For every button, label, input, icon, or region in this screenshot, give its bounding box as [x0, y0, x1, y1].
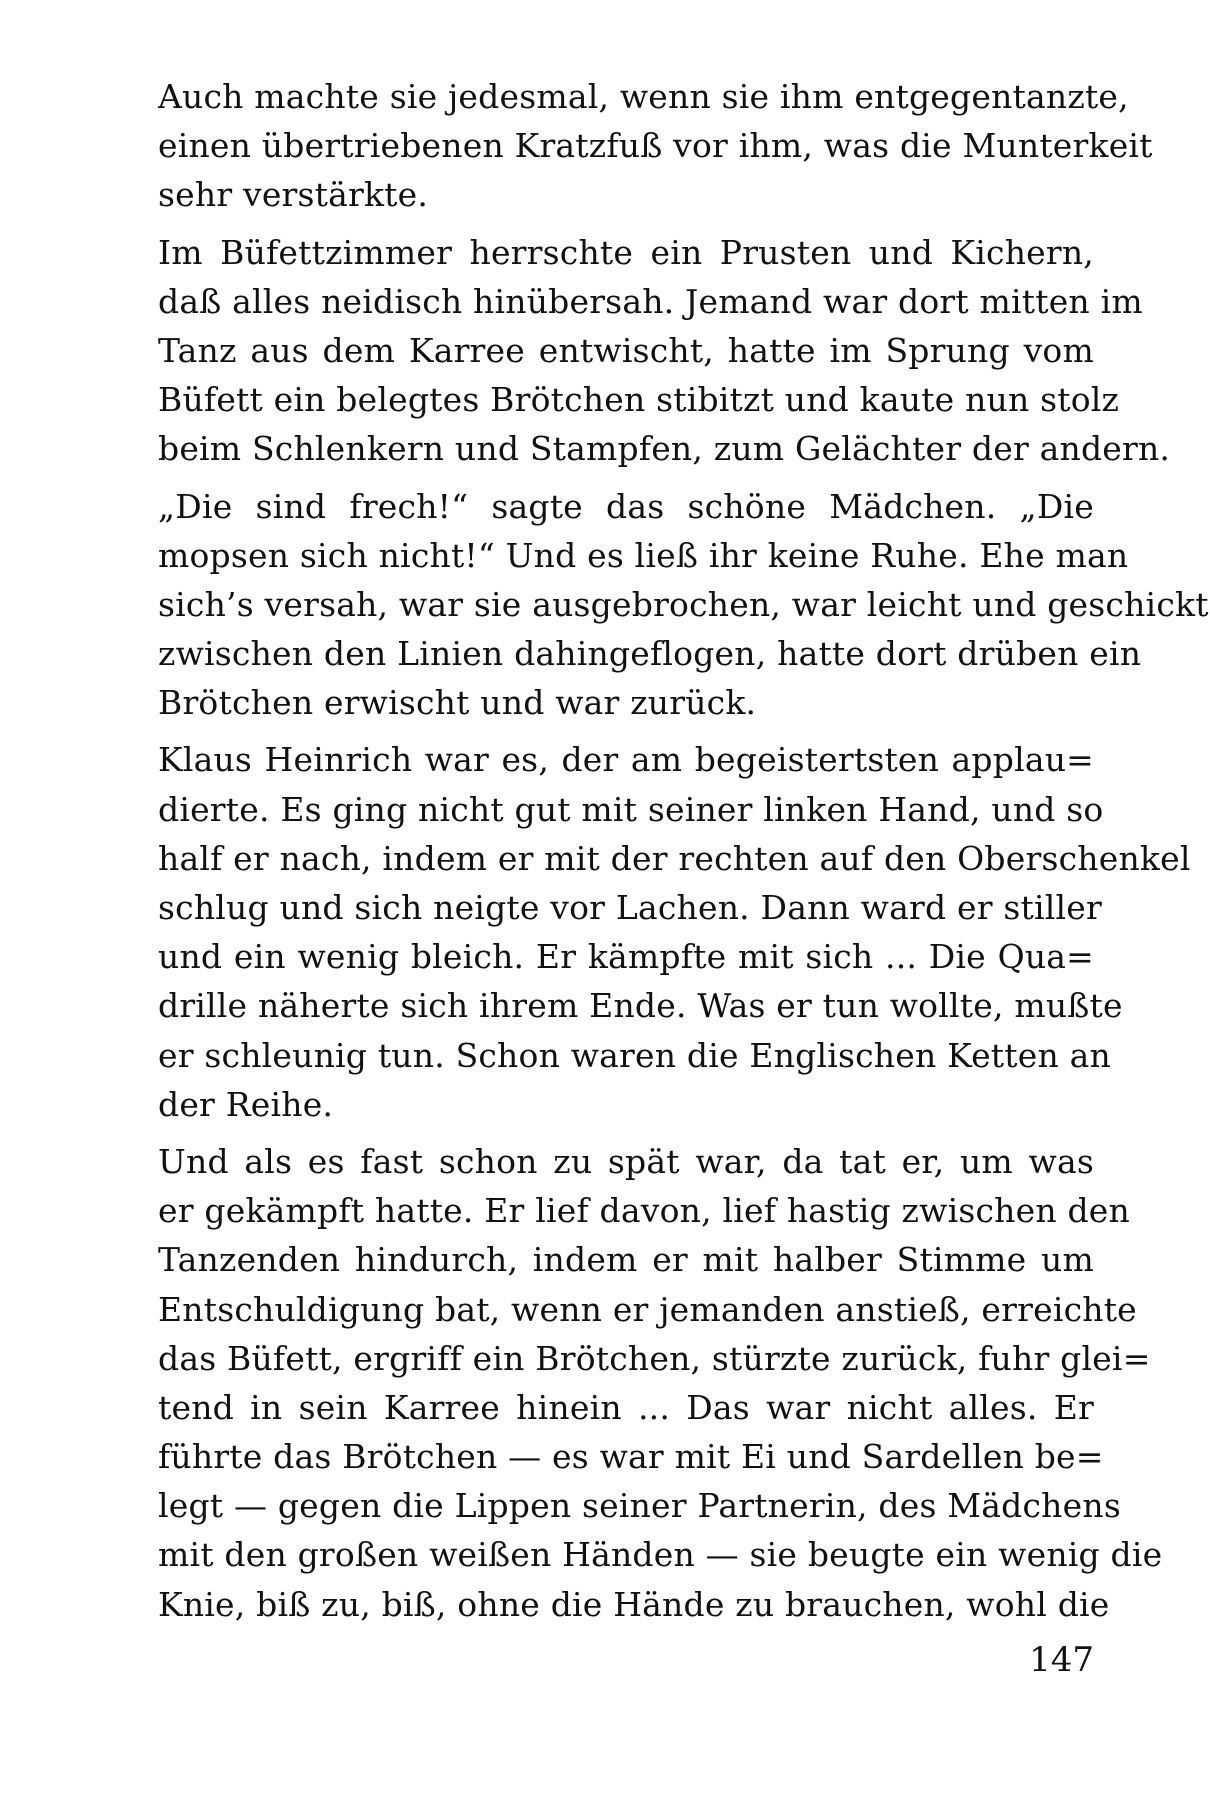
text-line: Entschuldigung bat, wenn er jemanden anstieß, erreichte — [158, 1289, 1137, 1329]
text-line: sich’s versah, war sie ausgebrochen, war leicht und geschickt — [158, 584, 1209, 624]
text-line: Büfett ein belegtes Brötchen stibitzt und kaute nun stolz — [158, 380, 1120, 420]
text-line: einen übertriebenen Kratzfuß vor ihm, was die Munterkeit — [158, 126, 1153, 166]
text-line: der Reihe. — [158, 1084, 334, 1124]
text-line: legt — gegen die Lippen seiner Partnerin, des Mädchens — [158, 1486, 1121, 1526]
text-line: zwischen den Linien dahingeflogen, hatte dort drüben ein — [158, 634, 1142, 674]
text-line: Auch machte sie jedesmal, wenn sie ihm entgegentanzte, — [158, 77, 1129, 116]
text-line: Im Büfettzimmer herrschte ein Prusten und Kichern, — [158, 232, 1094, 272]
text-line: Klaus Heinrich war es, der am begeistertsten applau= — [158, 740, 1094, 780]
paragraph-gap — [158, 1129, 1094, 1137]
text-line: daß alles neidisch hinübersah. Jemand war dort mitten im — [158, 281, 1143, 321]
text-line: „Die sind frech!“ sagte das schöne Mädchen. „Die — [158, 486, 1094, 526]
text-line: das Büfett, ergriff ein Brötchen, stürzte zurück, fuhr glei= — [158, 1338, 1151, 1378]
page-number: 147 — [1029, 1640, 1094, 1680]
text-line: Tanz aus dem Karree entwischt, hatte im Sprung vom — [158, 330, 1094, 370]
text-line: Knie, biß zu, biß, ohne die Hände zu brauchen, wohl die — [158, 1584, 1110, 1624]
text-line: er schleunig tun. Schon waren die Englischen Ketten an — [158, 1035, 1111, 1075]
paragraph-gap — [158, 727, 1094, 735]
text-line: mit den großen weißen Händen — sie beugte ein wenig die — [158, 1535, 1163, 1575]
text-line: half er nach, indem er mit der rechten auf den Oberschenkel — [158, 838, 1191, 878]
text-line: sehr verstärkte. — [158, 175, 429, 215]
paragraph-gap — [158, 220, 1094, 228]
text-line: Tanzenden hindurch, indem er mit halber Stimme um — [158, 1240, 1094, 1280]
text-line: drille näherte sich ihrem Ende. Was er tun wollte, mußte — [158, 986, 1123, 1026]
paragraph-gap — [158, 474, 1094, 482]
text-line: beim Schlenkern und Stampfen, zum Gelächter der andern. — [158, 429, 1171, 469]
text-line: schlug und sich neigte vor Lachen. Dann ward er stiller — [158, 888, 1102, 927]
text-line: Brötchen erwischt und war zurück. — [158, 683, 757, 723]
text-line: Und als es fast schon zu spät war, da tat er, um was — [158, 1141, 1094, 1181]
body-text — [158, 72, 1209, 1629]
text-line: und ein wenig bleich. Er kämpfte mit sich ... Die Qua= — [158, 937, 1094, 977]
text-line: mopsen sich nicht!“ Und es ließ ihr keine Ruhe. Ehe man — [158, 535, 1129, 575]
text-line: führte das Brötchen — es war mit Ei und Sardellen be= — [158, 1437, 1104, 1477]
text-line: tend in sein Karree hinein ... Das war nicht alles. Er — [158, 1387, 1094, 1427]
text-line: er gekämpft hatte. Er lief davon, lief hastig zwischen den — [158, 1191, 1130, 1231]
text-line: dierte. Es ging nicht gut mit seiner linken Hand, und so — [158, 789, 1104, 829]
